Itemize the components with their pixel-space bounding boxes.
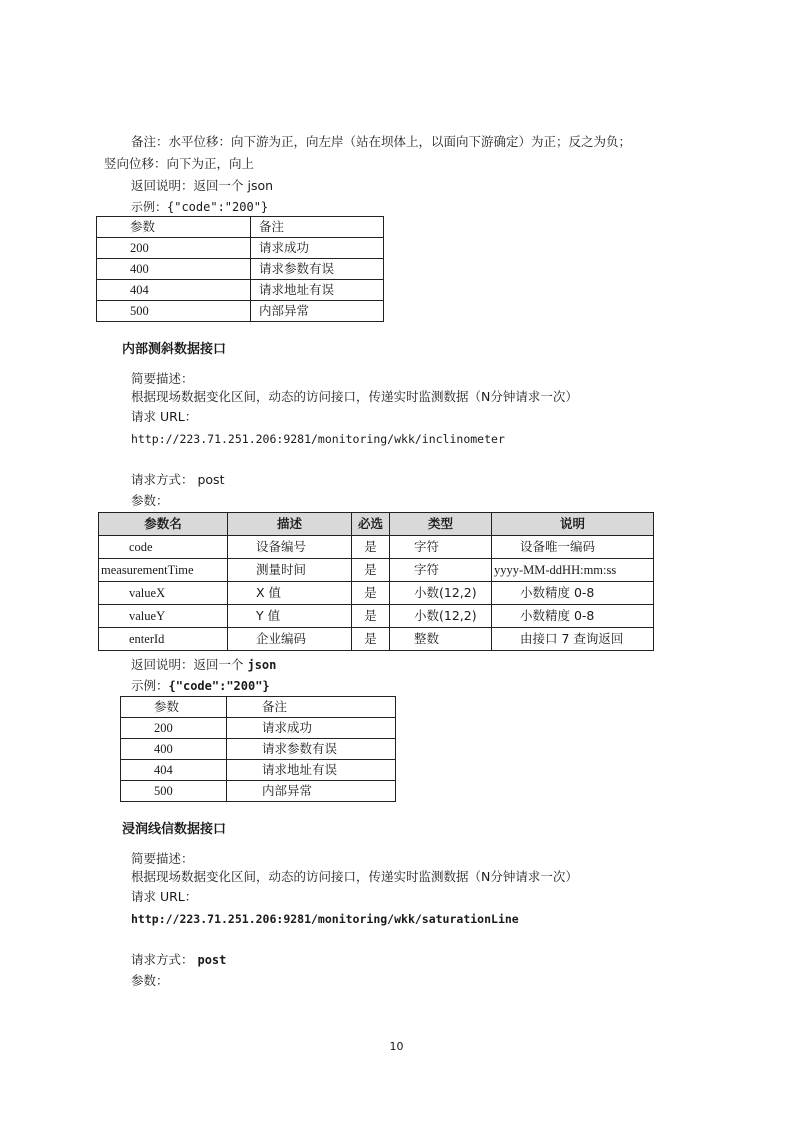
table-cell: 请求成功	[227, 718, 396, 739]
table-cell: 小数精度 0-8	[492, 582, 654, 605]
table-cell: 小数(12,2)	[390, 582, 492, 605]
table-cell: valueY	[99, 605, 228, 628]
table-header-cell: 参数名	[99, 513, 228, 536]
brief-description: 根据现场数据变化区间，动态的访问接口，传递实时监测数据（N分钟请求一次）	[131, 389, 578, 404]
table-cell: 400	[97, 259, 251, 280]
table-cell: 请求成功	[251, 238, 384, 259]
table-cell: 是	[352, 536, 390, 559]
table-row	[99, 605, 654, 628]
table-cell: 内部异常	[251, 301, 384, 322]
return-description-2	[131, 657, 276, 673]
page-number: 10	[389, 1040, 404, 1053]
table-cell: 是	[352, 628, 390, 651]
table-cell: 测量时间	[228, 559, 352, 582]
table-cell: 400	[121, 739, 227, 760]
brief-label: 简要描述：	[131, 371, 194, 386]
table-cell: 请求地址有误	[251, 280, 384, 301]
table-cell: valueX	[99, 582, 228, 605]
table-header-cell: 描述	[228, 513, 352, 536]
status-code-table-1	[96, 216, 384, 322]
table-cell: enterId	[99, 628, 228, 651]
table-cell: 200	[121, 718, 227, 739]
return-type: json	[247, 658, 277, 672]
params-label-2: 参数：	[131, 973, 169, 988]
table-row	[97, 238, 384, 259]
table-header-cell: 说明	[492, 513, 654, 536]
table-cell: 是	[352, 559, 390, 582]
table-cell: 小数(12,2)	[390, 605, 492, 628]
table-cell: 请求参数有误	[227, 739, 396, 760]
table-row	[121, 781, 396, 802]
table-cell: 设备唯一编码	[492, 536, 654, 559]
request-method-2	[131, 952, 226, 968]
table-row	[97, 301, 384, 322]
table-cell: 设备编号	[228, 536, 352, 559]
table-header-cell: 备注	[251, 217, 384, 238]
table-cell: 内部异常	[227, 781, 396, 802]
table-cell: Y 值	[228, 605, 352, 628]
table-header-row	[97, 217, 384, 238]
return-prefix: 返回说明：返回一个	[131, 657, 248, 672]
url-label-2: 请求 URL：	[131, 889, 198, 904]
status-code-table-2	[120, 696, 396, 802]
request-method: 请求方式： post	[131, 472, 225, 487]
table-header-cell: 类型	[390, 513, 492, 536]
brief-label-2: 简要描述：	[131, 851, 194, 866]
table-cell: 整数	[390, 628, 492, 651]
brief-description-2: 根据现场数据变化区间，动态的访问接口，传递实时监测数据（N分钟请求一次）	[131, 869, 578, 884]
table-cell: 404	[121, 760, 227, 781]
table-header-row	[121, 697, 396, 718]
note-line-2: 竖向位移：向下为正，向上	[104, 156, 255, 171]
url-label: 请求 URL：	[131, 409, 198, 424]
section-title-saturation: 浸润线信数据接口	[122, 822, 227, 837]
table-header-cell: 必选	[352, 513, 390, 536]
table-row	[99, 536, 654, 559]
table-cell: 500	[121, 781, 227, 802]
table-row	[121, 739, 396, 760]
return-description: 返回说明：返回一个 json	[131, 178, 274, 193]
example-line-2	[131, 678, 270, 694]
table-cell: yyyy-MM-ddHH:mm:ss	[492, 559, 654, 582]
request-url-2: http://223.71.251.206:9281/monitoring/wkk/saturationLine	[131, 912, 519, 926]
table-header-cell: 备注	[227, 697, 396, 718]
table-row	[99, 559, 654, 582]
table-cell: 由接口 7 查询返回	[492, 628, 654, 651]
table-cell: X 值	[228, 582, 352, 605]
request-url: http://223.71.251.206:9281/monitoring/wkk/inclinometer	[131, 432, 505, 446]
table-row	[121, 760, 396, 781]
note-line-1: 备注：水平位移：向下游为正，向左岸（站在坝体上，以面向下游确定）为正；反之为负；	[131, 134, 632, 149]
table-cell: 企业编码	[228, 628, 352, 651]
table-cell: 404	[97, 280, 251, 301]
table-row	[99, 582, 654, 605]
section-title-inclinometer: 内部测斜数据接口	[122, 342, 227, 357]
table-cell: 500	[97, 301, 251, 322]
table-cell: 字符	[390, 559, 492, 582]
table-cell: 是	[352, 605, 390, 628]
table-cell: 小数精度 0-8	[492, 605, 654, 628]
example-prefix: 示例：	[131, 678, 169, 693]
table-row	[97, 259, 384, 280]
table-cell: 字符	[390, 536, 492, 559]
table-cell: measurementTime	[99, 559, 228, 582]
table-cell: 200	[97, 238, 251, 259]
table-cell: code	[99, 536, 228, 559]
table-row	[99, 628, 654, 651]
table-cell: 是	[352, 582, 390, 605]
table-row	[97, 280, 384, 301]
example-value: {"code":"200"}	[168, 679, 270, 693]
table-header-cell: 参数	[121, 697, 227, 718]
example-line: 示例：{"code":"200"}	[131, 200, 269, 214]
params-label: 参数：	[131, 493, 169, 508]
table-header-row	[99, 513, 654, 536]
params-table	[98, 512, 654, 651]
table-row	[121, 718, 396, 739]
method-value: post	[197, 953, 227, 967]
method-prefix: 请求方式：	[131, 952, 198, 967]
table-header-cell: 参数	[97, 217, 251, 238]
table-cell: 请求参数有误	[251, 259, 384, 280]
table-cell: 请求地址有误	[227, 760, 396, 781]
